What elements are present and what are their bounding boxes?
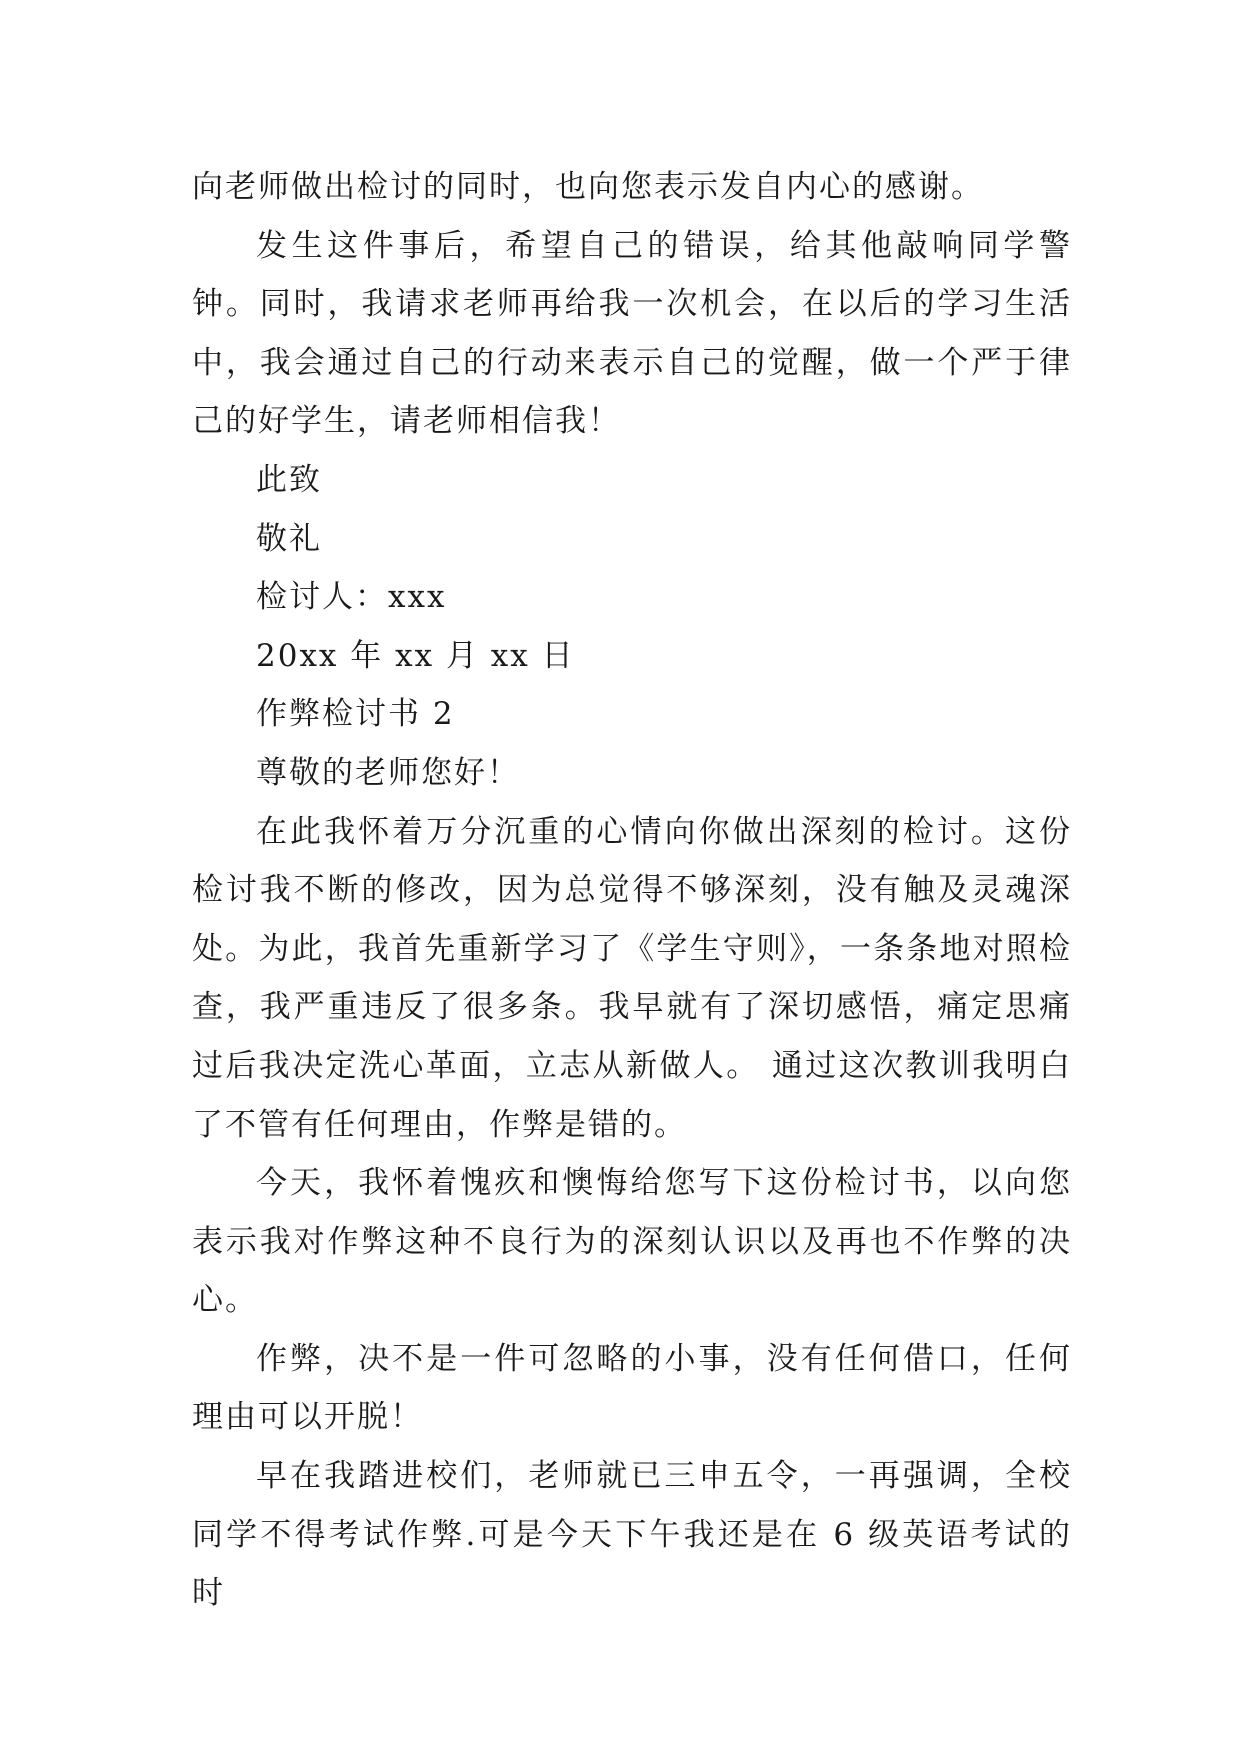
signature-line: 检讨人：xxx: [256, 579, 447, 616]
greeting: 尊敬的老师您好！: [256, 754, 520, 791]
salutation-jingli: 敬礼: [256, 520, 322, 557]
paragraph-2: 发生这件事后，希望自己的错误，给其他敲响同学警钟。同时，我请求老师再给我一次机会，在以后的学习生活中，我会通过自己的行动来表示自己的觉醒，做一个严于律己的好学生，请老师相信我！: [192, 227, 1072, 440]
paragraph-6: 早在我踏进校们，老师就已三申五令，一再强调，全校同学不得考试作弊.可是今天下午我还是在 6 级英语考试的时: [192, 1458, 1072, 1612]
salutation-cizhi: 此致: [256, 461, 322, 498]
document-body: [192, 158, 1072, 1623]
section-title: 作弊检讨书 2: [256, 696, 455, 733]
date-line: 20xx 年 xx 月 xx 日: [256, 637, 575, 674]
paragraph-3: 在此我怀着万分沉重的心情向你做出深刻的检讨。这份检讨我不断的修改，因为总觉得不够深刻，没有触及灵魂深处。为此，我首先重新学习了《学生守则》，一条条地对照检查，我严重违反了很多条。我早就有了深切感悟，痛定思痛过后我决定洗心革面，立志从新做人。 通过这次教训我明白了不管有任何理由，作弊是错的。: [192, 813, 1072, 1143]
paragraph-1: 向老师做出检讨的同时，也向您表示发自内心的感谢。: [192, 169, 984, 205]
paragraph-4: 今天，我怀着愧疚和懊悔给您写下这份检讨书，以向您表示我对作弊这种不良行为的深刻认识以及再也不作弊的决心。: [192, 1165, 1072, 1319]
paragraph-5: 作弊，决不是一件可忽略的小事，没有任何借口，任何理由可以开脱！: [192, 1340, 1072, 1436]
